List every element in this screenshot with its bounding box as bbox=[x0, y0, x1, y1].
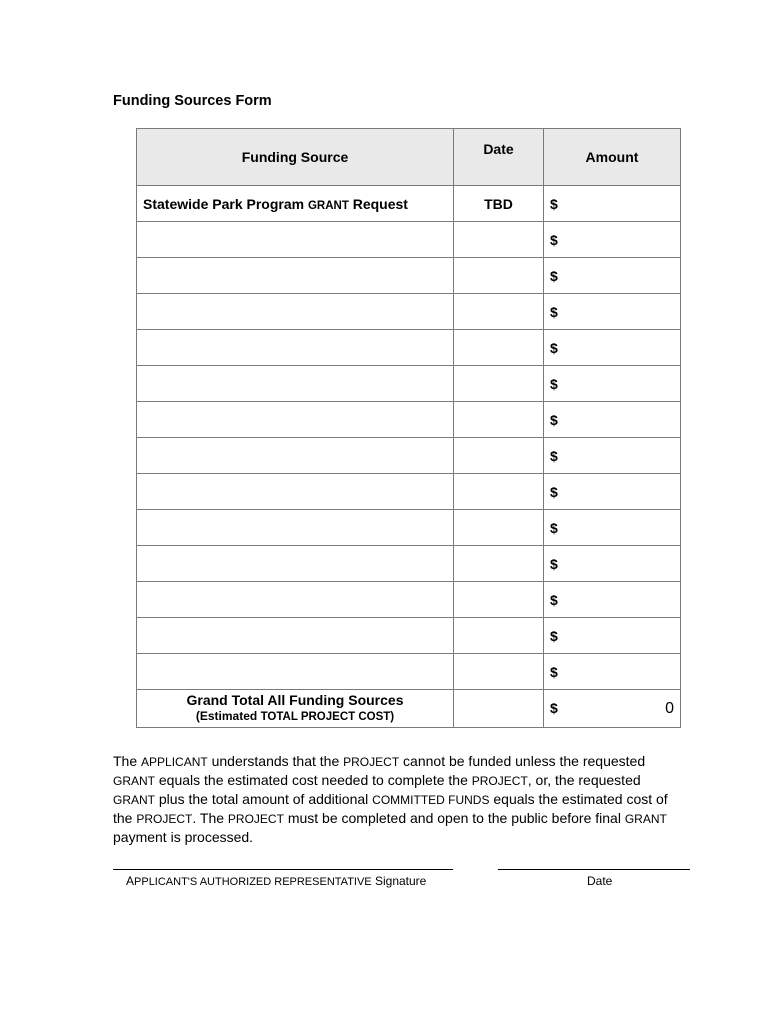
amount-cell[interactable]: $ bbox=[544, 366, 681, 402]
date-cell[interactable] bbox=[454, 366, 544, 402]
date-cell[interactable] bbox=[454, 402, 544, 438]
date-cell[interactable] bbox=[454, 618, 544, 654]
funding-source-cell[interactable] bbox=[137, 546, 454, 582]
funding-source-cell[interactable] bbox=[137, 330, 454, 366]
funding-source-text: Statewide Park Program bbox=[143, 195, 305, 212]
date-cell[interactable]: TBD bbox=[454, 186, 544, 222]
table-row bbox=[137, 546, 681, 582]
table-row bbox=[137, 474, 681, 510]
amount-cell[interactable]: $ bbox=[544, 618, 681, 654]
table-row bbox=[137, 510, 681, 546]
funding-source-cell[interactable] bbox=[137, 222, 454, 258]
amount-cell[interactable]: $ bbox=[544, 402, 681, 438]
funding-source-cell[interactable] bbox=[137, 402, 454, 438]
table-row bbox=[137, 402, 681, 438]
funding-source-cell[interactable] bbox=[137, 582, 454, 618]
table-header-row bbox=[137, 129, 681, 186]
amount-cell[interactable]: $ bbox=[544, 222, 681, 258]
amount-cell[interactable]: $ bbox=[544, 474, 681, 510]
amount-cell[interactable]: $ bbox=[544, 510, 681, 546]
table-row bbox=[137, 222, 681, 258]
funding-source-cell[interactable] bbox=[137, 258, 454, 294]
date-cell[interactable] bbox=[454, 510, 544, 546]
funding-source-cell[interactable] bbox=[137, 618, 454, 654]
table-row bbox=[137, 366, 681, 402]
amount-cell[interactable]: $ bbox=[544, 546, 681, 582]
table-row bbox=[137, 258, 681, 294]
table-row bbox=[137, 654, 681, 690]
grand-total-date-cell bbox=[454, 690, 544, 728]
date-signature-label: Date bbox=[587, 874, 613, 888]
date-cell[interactable] bbox=[454, 330, 544, 366]
amount-cell[interactable]: $ bbox=[544, 438, 681, 474]
funding-source-cell[interactable] bbox=[137, 294, 454, 330]
table-row bbox=[137, 330, 681, 366]
funding-source-cell[interactable] bbox=[137, 474, 454, 510]
grand-total-amount-cell bbox=[544, 690, 681, 728]
table-row bbox=[137, 186, 681, 222]
table-row bbox=[137, 438, 681, 474]
signature-line[interactable] bbox=[113, 869, 453, 870]
header-amount: Amount bbox=[544, 129, 681, 186]
grand-total-label: Grand Total All Funding Sources bbox=[186, 692, 404, 708]
funding-source-cell[interactable] bbox=[137, 186, 454, 222]
funding-sources-table bbox=[136, 128, 681, 728]
date-signature-line[interactable] bbox=[498, 869, 690, 870]
form-title: Funding Sources Form bbox=[113, 93, 272, 109]
amount-cell[interactable]: $ bbox=[544, 330, 681, 366]
amount-cell[interactable]: $ bbox=[544, 186, 681, 222]
funding-source-cell[interactable] bbox=[137, 438, 454, 474]
date-cell[interactable] bbox=[454, 546, 544, 582]
funding-source-grant-text: GRANT bbox=[307, 199, 349, 212]
grand-total-row bbox=[137, 690, 681, 728]
header-date: Date bbox=[454, 129, 544, 186]
grand-total-currency: $ bbox=[550, 699, 558, 716]
date-cell[interactable] bbox=[454, 654, 544, 690]
amount-cell[interactable]: $ bbox=[544, 654, 681, 690]
signature-label: APPLICANT'S AUTHORIZED REPRESENTATIVE Signature bbox=[126, 874, 427, 888]
funding-source-cell[interactable] bbox=[137, 510, 454, 546]
table-row bbox=[137, 582, 681, 618]
date-cell[interactable] bbox=[454, 474, 544, 510]
funding-source-cell[interactable] bbox=[137, 654, 454, 690]
date-cell[interactable] bbox=[454, 294, 544, 330]
header-funding-source: Funding Source bbox=[137, 129, 454, 186]
grand-total-sublabel-sc: TOTAL PROJECT COST) bbox=[260, 711, 395, 723]
funding-source-request-text: Request bbox=[352, 195, 408, 212]
grand-total-sublabel bbox=[137, 708, 453, 725]
date-cell[interactable] bbox=[454, 582, 544, 618]
amount-cell[interactable]: $ bbox=[544, 294, 681, 330]
amount-cell[interactable]: $ bbox=[544, 582, 681, 618]
amount-cell[interactable]: $ bbox=[544, 258, 681, 294]
grand-total-sublabel-open: (Estimated bbox=[195, 709, 258, 723]
funding-source-cell[interactable] bbox=[137, 366, 454, 402]
table-row bbox=[137, 294, 681, 330]
applicant-statement: The APPLICANT understands that the PROJECT cannot be funded unless the requested GRANT equals the estimated cost needed to complete the PROJECT, or, the requested GRANT plus the total amount of additional COMMITTED FUNDS equals the estimated cost of the PROJECT. The PROJECT must be completed and open to the public before final GRANT payment is processed. bbox=[113, 753, 668, 845]
grand-total-label-cell bbox=[137, 690, 454, 728]
grand-total-value: 0 bbox=[665, 699, 674, 717]
date-cell[interactable] bbox=[454, 222, 544, 258]
date-cell[interactable] bbox=[454, 438, 544, 474]
date-cell[interactable] bbox=[454, 258, 544, 294]
table-row bbox=[137, 618, 681, 654]
